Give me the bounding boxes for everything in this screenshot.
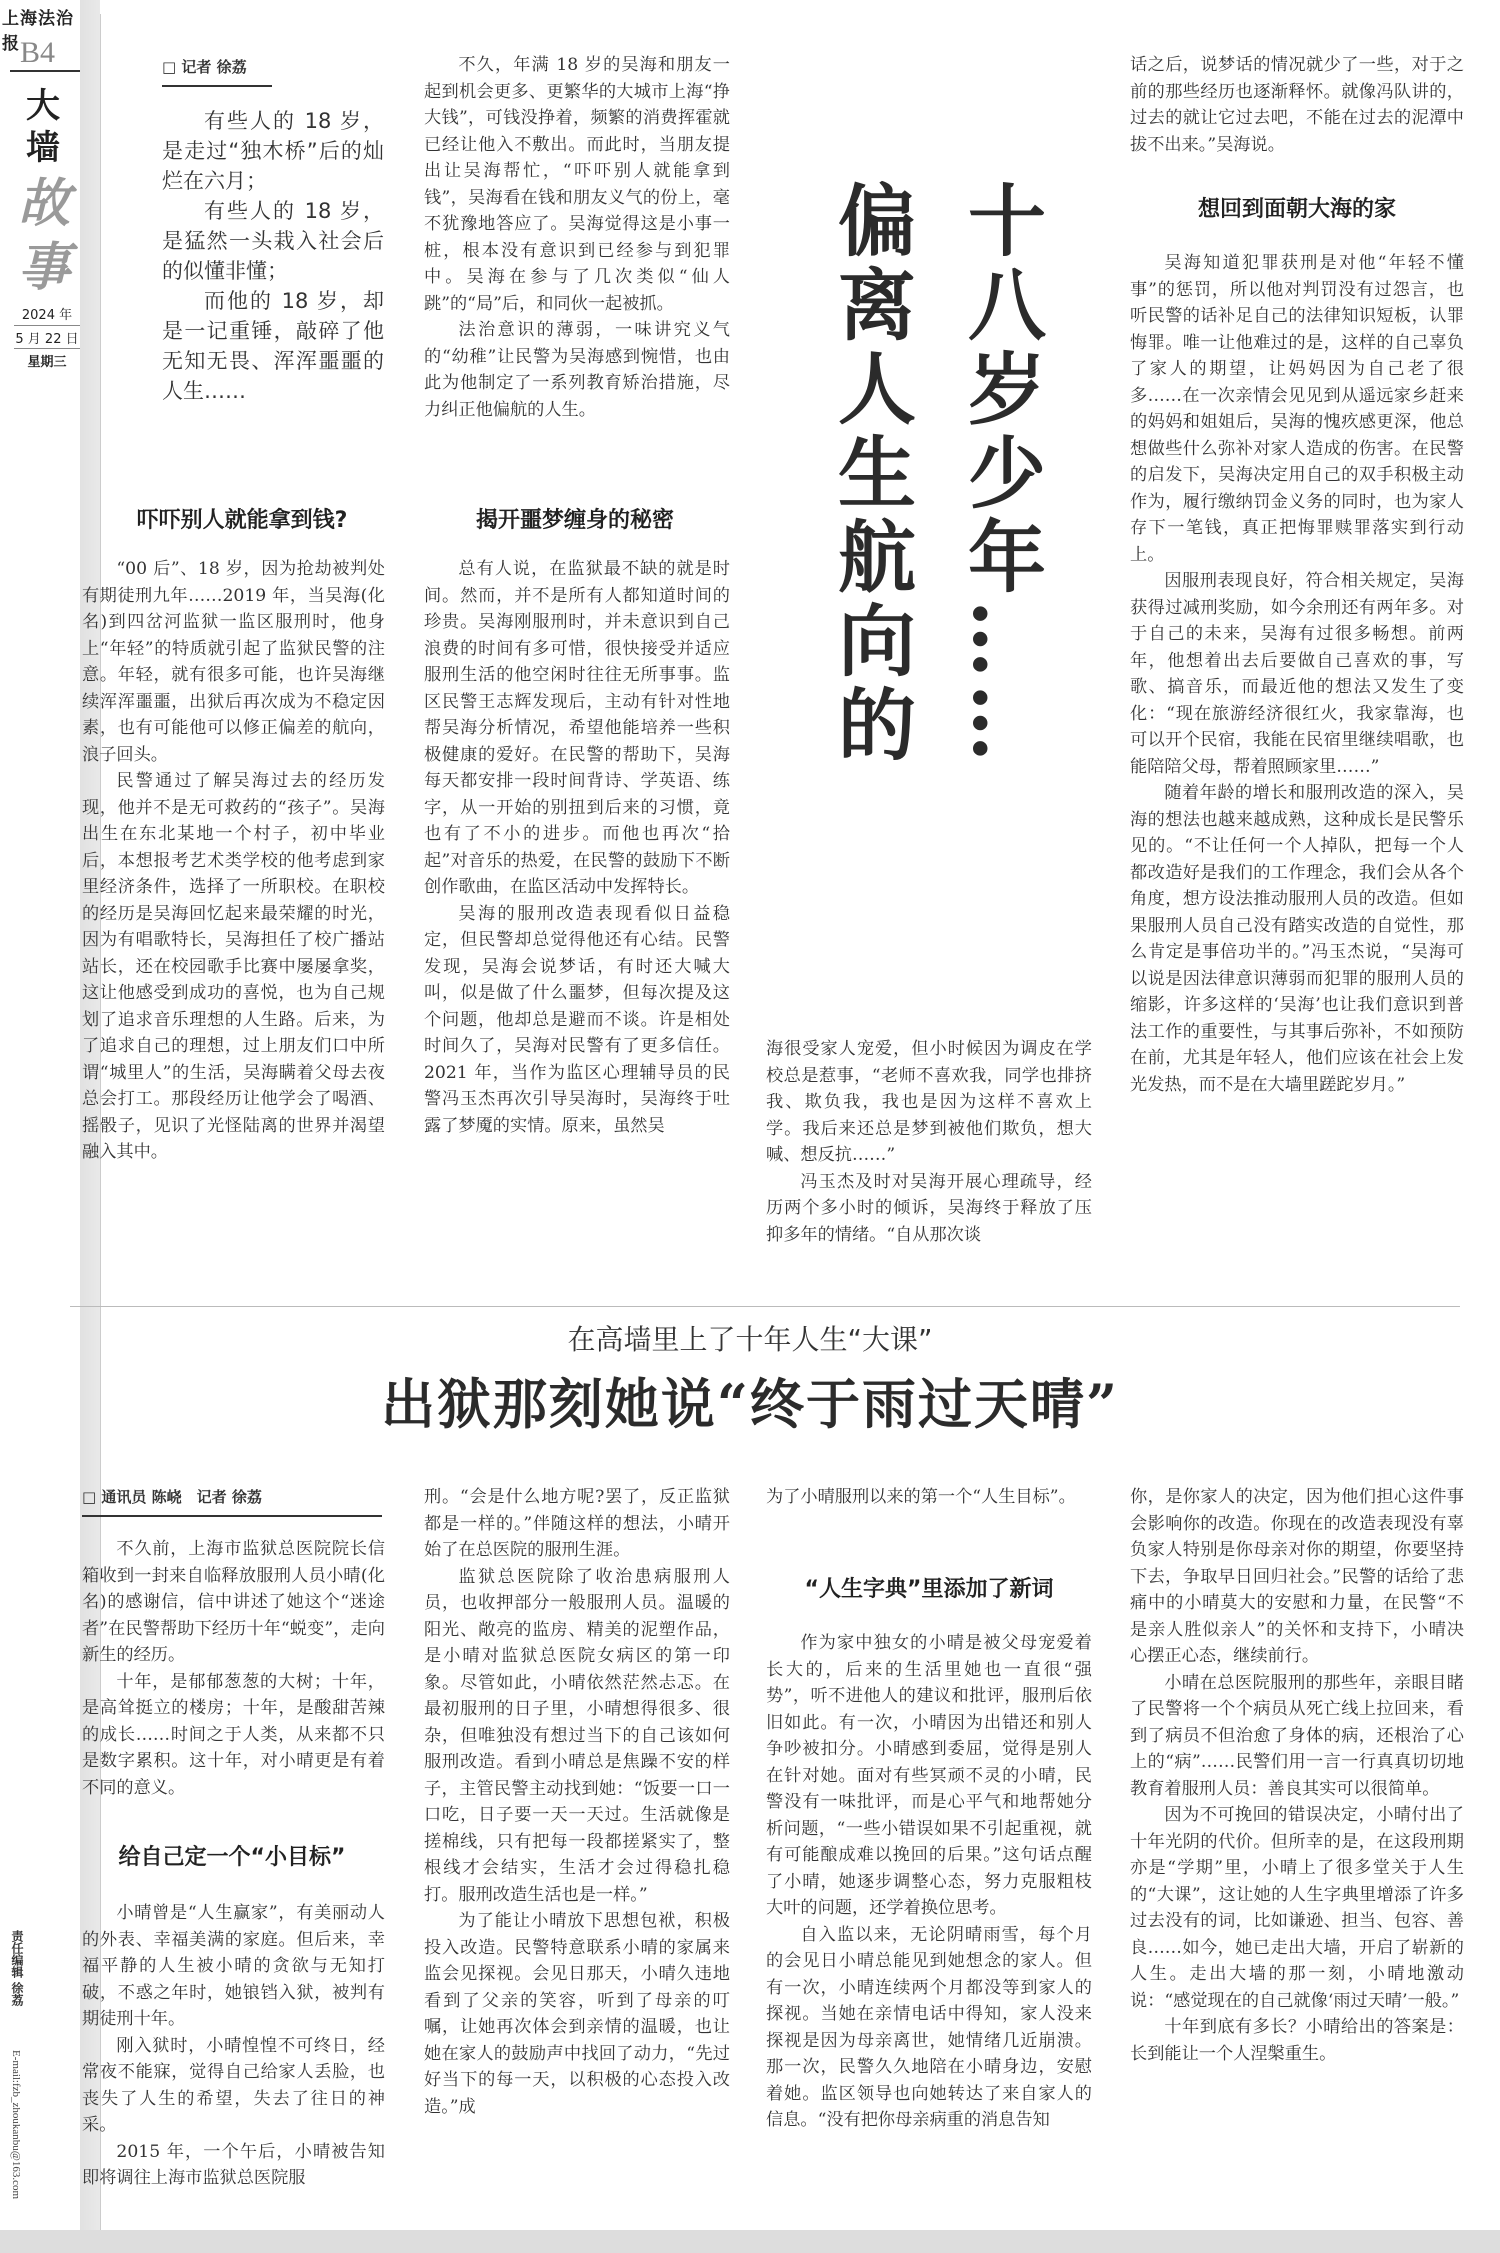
paragraph: 自入监以来，无论阴晴雨雪，每个月的会见日小晴总能见到她想念的家人。但有一次，小晴连续两个月都没等到家人的探视。当她在亲情电话中得知，家人没来探视是因为母亲离世，她情绪几近崩溃。那一次，民警久久地陪在小晴身边，安慰着她。监区领导也向她转达了来自家人的信息。“没有把你母亲病重的消息告知 — [766, 1924, 1092, 2130]
story1-col4 — [1130, 250, 1464, 1098]
rail-divider — [10, 70, 80, 72]
story2-byline: □ 通讯员 陈峣 记者 徐荔 — [82, 1486, 382, 1517]
page-rail — [0, 0, 80, 2253]
story1-heading-2: 揭开噩梦缠身的秘密 — [475, 508, 674, 533]
paragraph: 不久，年满 18 岁的吴海和朋友一起到机会更多、更繁华的大城市上海“挣大钱”，可钱没挣着，频繁的消费挥霍就已经让他入不敷出。而此时，当朋友提出让吴海帮忙，“吓吓别人就能拿到钱”，吴海看在钱和朋友义气的份上，毫不犹豫地答应了。吴海觉得这是小事一桩，根本没有意识到已经参与到犯罪中。吴海在参与了几次类似“仙人跳”的“局”后，和同伙一起被抓。 — [424, 55, 730, 314]
lead-paragraph: 有些人的 18 岁，是走过“独木桥”后的灿烂在六月； — [162, 109, 384, 193]
paragraph: 吴海的服刑改造表现看似日益稳定，但民警却总觉得他还有心结。民警发现，吴海会说梦话，有时还大喊大叫，似是做了什么噩梦，但每次提及这个问题，他却总是避而不谈。许是相处时间久了，吴海对民警有了更多信任。2021 年，当作为监区心理辅导员的民警冯玉杰再次引导吴海时，吴海终于吐露了梦魇的实情。原来，虽然吴 — [424, 903, 730, 1136]
paragraph: 你，是你家人的决定，因为他们担心这件事会影响你的改造。你现在的改造表现没有辜负家人特别是你母亲对你的期望，你要坚持下去，争取早日回归社会。”民警的话给了悲痛中的小晴莫大的安慰和力量，在民警“不是亲人胜似亲人”的关怀和支持下，小晴决心摆正心态，继续前行。 — [1130, 1487, 1464, 1666]
story1-heading-3: 想回到面朝大海的家 — [1197, 197, 1396, 222]
paragraph: 总有人说，在监狱最不缺的就是时间。然而，并不是所有人都知道时间的珍贵。吴海刚服刑时，并未意识到自己浪费的时间有多可惜，很快接受并适应服刑生活的他空闲时往往无所事事。监区民警王志辉发现后，主动有针对性地帮吴海分析情况，希望他能培养一些积极健康的爱好。在民警的帮助下，吴海每天都安排一段时间背诗、学英语、练字，从一开始的别扭到后来的习惯，竟也有了不小的进步。而他也再次“拾起”对音乐的热爱，在民警的鼓励下不断创作歌曲，在监区活动中发挥特长。 — [424, 559, 730, 897]
section-story-char: 事 — [18, 237, 71, 298]
paragraph: 作为家中独女的小晴是被父母宠爱着长大的，后来的生活里她也一直很“强势”，听不进他人的建议和批评，服刑后依旧如此。有一次，小晴因为出错还和别人争吵被扣分。小晴感到委屈，觉得是别人在针对她。面对有些冥顽不灵的小晴，民警没有一味批评，而是心平气和地帮她分析问题，“一些小错误如果不引起重视，就有可能酿成难以挽回的后果。”这句话点醒了小晴，她逐步调整心态，努力克服粗枝大叶的问题，还学着换位思考。 — [766, 1633, 1092, 1918]
section-title-char: 墙 — [26, 128, 60, 168]
paragraph: 随着年龄的增长和服刑改造的深入，吴海的想法也越来越成熟，这种成长是民警乐见的。“不让任何一个人掉队，把每一个人都改造好是我们的工作理念，我们会从各个角度，想方设法推动服刑人员的改造。但如果服刑人员自己没有踏实改造的自觉性，那么肯定是事倍功半的。”冯玉杰说，“吴海可以说是因法律意识薄弱而犯罪的服刑人员的缩影，许多这样的‘吴海’也让我们意识到普法工作的重要性，与其事后弥补，不如预防在前，尤其是年轻人，他们应该在社会上发光发热，而不是在大墙里蹉跎岁月。” — [1130, 783, 1464, 1095]
story1-heading-1: 吓吓别人就能拿到钱? — [136, 508, 348, 533]
story2-col1 — [82, 1536, 385, 1801]
paragraph: 话之后，说梦话的情况就少了一些，对于之前的那些经历也逐渐释怀。就像冯队讲的，过去的就让它过去吧，不能在过去的泥潭中拔不出来。”吴海说。 — [1130, 55, 1464, 155]
paragraph: 海很受家人宠爱，但小时候因为调皮在学校总是惹事，“老师不喜欢我，同学也排挤我、欺负我，我也是因为这样不喜欢上学。我后来还总是梦到被他们欺负，想大喊、想反抗……” — [766, 1039, 1092, 1165]
story1-col4-top — [1130, 52, 1464, 158]
lead-paragraph: 有些人的 18 岁，是猛然一头栽入社会后的似懂非懂； — [162, 199, 384, 283]
paragraph: 十年，是郁郁葱葱的大树；十年，是高耸挺立的楼房；十年，是酸甜苦辣的成长……时间之于人类，从来都不只是数字累积。这十年，对小晴更是有着不同的意义。 — [82, 1671, 385, 1798]
section-story-char: 故 — [18, 173, 71, 234]
story1-col2-top — [424, 52, 730, 423]
paragraph: 为了能让小晴放下思想包袱，积极投入改造。民警特意联系小晴的家属来监会见探视。会见日那天，小晴久违地看到了父亲的笑容，听到了母亲的叮嘱，让她再次体会到亲情的温暖，也让她在家人的鼓励声中找回了动力，“先过好当下的每一天，以积极的心态投入改造。”成 — [424, 1911, 730, 2117]
story2-col2 — [424, 1484, 730, 2120]
paragraph: 不久前，上海市监狱总医院院长信箱收到一封来自临释放服刑人员小晴(化名)的感谢信，信中讲述了她这个“迷途者”在民警帮助下经历十年“蜕变”，走向新生的经历。 — [82, 1539, 385, 1665]
paragraph: 监狱总医院除了收治患病服刑人员，也收押部分一般服刑人员。温暖的阳光、敞亮的监房、精美的泥塑作品，是小晴对监狱总医院女病区的第一印象。尽管如此，小晴依然茫然忐忑。在最初服刑的日子里，小晴想得很多、很杂，但唯独没有想过当下的自己该如何服刑改造。看到小晴总是焦躁不安的样子，主管民警主动找到她：“饭要一口一口吃，日子要一天一天过。生活就像是搓棉线，只有把每一段都搓紧实了，整根线才会结实，生活才会过得稳扎稳打。服刑改造生活也是一样。” — [424, 1566, 730, 1905]
story-divider — [70, 1306, 1460, 1307]
paragraph: 刚入狱时，小晴惶惶不可终日，经常夜不能寐，觉得自己给家人丢脸，也丧失了人生的希望，失去了往日的神采。 — [82, 2035, 385, 2135]
story1-col1 — [82, 556, 385, 1166]
paragraph: 小晴曾是“人生赢家”，有美丽动人的外表、幸福美满的家庭。但后来，幸福平静的人生被小晴的贪欲与无知打破，不惑之年时，她锒铛入狱，被判有期徒刑十年。 — [82, 1903, 385, 2029]
story2-col3 — [766, 1630, 1092, 2134]
paragraph: 2015 年，一个午后，小晴被告知即将调往上海市监狱总医院服 — [82, 2141, 385, 2188]
story1-col2 — [424, 556, 730, 1139]
paragraph: 小晴在总医院服刑的那些年，亲眼目睹了民警将一个个病员从死亡线上拉回来，看到了病员不但治愈了身体的病，还根治了心上的“病”……民警们用一言一行真真切切地教育着服刑人员：善良其实可以很简单。 — [1130, 1672, 1464, 1799]
paragraph: 吴海知道犯罪获刑是对他“年轻不懂事”的惩罚，所以他对判罚没有过怨言，也听民警的话补足自己的法律知识短板，认罪悔罪。唯一让他难过的是，这样的自己辜负了家人的期望，让妈妈因为自己老了很多……在一次亲情会见见到从遥远家乡赶来的妈妈和姐姐后，吴海的愧疚感更深，他总想做些什么弥补对家人造成的伤害。在民警的启发下，吴海决定用自己的双手积极主动作为，履行缴纳罚金义务的同时，也为家人存下一笔钱，真正把悔罪赎罪落实到行动上。 — [1130, 253, 1464, 565]
section-title-char: 大 — [26, 86, 60, 126]
story1-title-line1: 十八岁少年…… — [955, 180, 1046, 768]
story2-kicker: 在高墙里上了十年人生“大课” — [567, 1323, 933, 1356]
paragraph: 因服刑表现良好，符合相关规定，吴海获得过减刑奖励，如今余刑还有两年多。对于自己的未来，吴海有过很多畅想。前两年，他想着出去后要做自己喜欢的事，写歌、搞音乐，而最近他的想法又发生了变化：“现在旅游经济很红火，我家靠海，也可以开个民宿，我能在民宿里继续唱歌，也能陪陪父母，帮着照顾家里……” — [1130, 571, 1464, 777]
paragraph: 为了小晴服刑以来的第一个“人生目标”。 — [766, 1487, 1076, 1507]
story1-col3 — [766, 1036, 1092, 1248]
story2-col1-continued — [82, 1900, 385, 2192]
lead-paragraph: 而他的 18 岁，却是一记重锤，敲碎了他无知无畏、浑浑噩噩的人生…… — [162, 289, 384, 403]
page-number: B4 — [20, 36, 56, 69]
story1-byline: □ 记者 徐荔 — [162, 56, 272, 87]
paragraph: 因为不可挽回的错误决定，小晴付出了十年光阴的代价。但所幸的是，在这段刑期亦是“学期”里，小晴上了很多堂关于人生的“大课”，这让她的人生字典里增添了许多过去没有的词，比如谦逊、担当、包容、善良……如今，她已走出大墙，开启了崭新的人生。走出大墙的那一刻，小晴地激动说：“感觉现在的自己就像‘雨过天晴’一般。” — [1130, 1805, 1464, 2011]
responsible-editor: 责任编辑 徐荔 — [10, 1930, 24, 2007]
story2-heading-2: “人生字典”里添加了新词 — [804, 1577, 1054, 1602]
paragraph: 十年到底有多长？小晴给出的答案是：长到能让一个人涅槃重生。 — [1130, 2017, 1464, 2064]
paragraph: 法治意识的薄弱，一味讲究义气的“幼稚”让民警为吴海感到惋惜，也由此为他制定了一系列教育矫治措施，尽力纠正他偏航的人生。 — [424, 320, 730, 420]
page-bottom-bar — [0, 2230, 1500, 2253]
story1-title-line2: 偏离人生航向的 — [825, 180, 916, 768]
paragraph: 刑。“会是什么地方呢?罢了，反正监狱都是一样的。”伴随这样的想法，小晴开始了在总医院的服刑生涯。 — [424, 1487, 730, 1560]
newspaper-masthead: 上海法治报 — [2, 9, 74, 54]
story1-lead — [162, 106, 384, 406]
paragraph: 冯玉杰及时对吴海开展心理疏导，经历两个多小时的倾诉，吴海终于释放了压抑多年的情绪。“自从那次谈 — [766, 1171, 1092, 1245]
issue-weekday: 星期三 — [14, 348, 80, 370]
editor-email: E-mail:fzb_zhoukanbu@163.com — [10, 2050, 22, 2200]
paragraph: “00 后”、18 岁，因为抢劫被判处有期徒刑九年……2019 年，当吴海(化名)到四岔河监狱一监区服刑时，他身上“年轻”的特质就引起了监狱民警的注意。年轻，就有很多可能，也许吴海继续浑浑噩噩，出狱后再次成为不稳定因素，也有可能他可以修正偏差的航向，浪子回头。 — [82, 559, 385, 765]
story2-heading-1: 给自己定一个“小目标” — [118, 1845, 346, 1870]
paragraph: 民警通过了解吴海过去的经历发现，他并不是无可救药的“孩子”。吴海出生在东北某地一个村子，初中毕业后，本想报考艺术类学校的他考虑到家里经济条件，选择了一所职校。在职校的经历是吴海回忆起来最荣耀的时光，因为有唱歌特长，吴海担任了校广播站站长，还在校园歌手比赛中屡屡拿奖，这让他感受到成功的喜悦，也为自己规划了追求音乐理想的人生路。后来，为了追求自己的理想，过上朋友们口中所谓“城里人”的生活，吴海瞒着父母去夜总会打工。那段经历让他学会了喝酒、摇骰子，见识了光怪陆离的世界并渴望融入其中。 — [82, 771, 385, 1162]
issue-date: 5 月 22 日 — [14, 325, 80, 347]
story2-col4 — [1130, 1484, 1464, 2067]
story2-col3-top — [766, 1484, 1092, 1511]
issue-year: 2024 年 — [21, 308, 73, 323]
story2-headline: 出狱那刻她说“终于雨过天晴” — [380, 1372, 1120, 1436]
